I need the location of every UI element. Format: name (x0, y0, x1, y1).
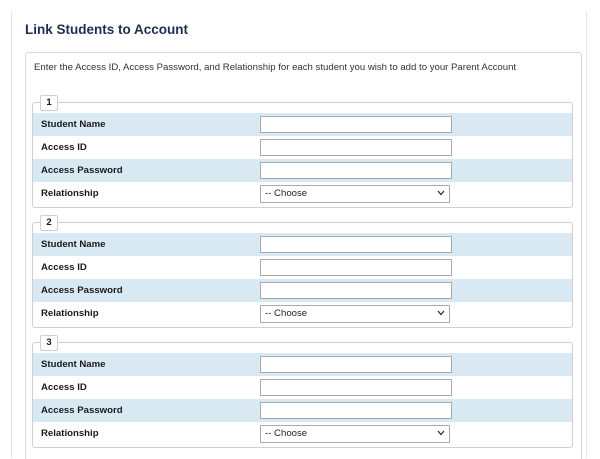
access-password-label: Access Password (41, 285, 123, 296)
relationship-select-1[interactable] (260, 185, 450, 203)
student-number-1: 1 (40, 95, 58, 111)
relationship-select-value: -- Choose (265, 308, 308, 319)
student-fieldset-1 (32, 97, 573, 208)
chevron-down-icon (437, 190, 445, 196)
relationship-select-2[interactable] (260, 305, 450, 323)
relationship-label: Relationship (41, 308, 99, 319)
access-password-input-2[interactable] (260, 282, 452, 299)
access-password-input-1[interactable] (260, 162, 452, 179)
student-name-label: Student Name (41, 119, 106, 130)
student-name-input-2[interactable] (260, 236, 452, 253)
access-password-row (33, 399, 572, 422)
relationship-select-3[interactable] (260, 425, 450, 443)
access-id-label: Access ID (41, 142, 87, 153)
student-name-row (33, 233, 572, 256)
relationship-row (33, 422, 572, 445)
link-students-panel (25, 52, 582, 459)
relationship-row (33, 302, 572, 325)
chevron-down-icon (437, 430, 445, 436)
access-id-row (33, 256, 572, 279)
access-id-row (33, 376, 572, 399)
student-name-label: Student Name (41, 239, 106, 250)
student-name-input-1[interactable] (260, 116, 452, 133)
relationship-select-value: -- Choose (265, 188, 308, 199)
student-number-2: 2 (40, 215, 58, 231)
access-password-label: Access Password (41, 165, 123, 176)
access-id-input-3[interactable] (260, 379, 452, 396)
access-id-input-1[interactable] (260, 139, 452, 156)
access-id-input-2[interactable] (260, 259, 452, 276)
student-name-input-3[interactable] (260, 356, 452, 373)
student-fieldset-2 (32, 217, 573, 328)
access-password-row (33, 279, 572, 302)
access-id-row (33, 136, 572, 159)
relationship-select-value: -- Choose (265, 428, 308, 439)
access-id-label: Access ID (41, 382, 87, 393)
relationship-row (33, 182, 572, 205)
student-name-row (33, 353, 572, 376)
student-number-3: 3 (40, 335, 58, 351)
instructions-text: Enter the Access ID, Access Password, and Relationship for each student you wish to add to your Parent Account (34, 62, 517, 73)
relationship-label: Relationship (41, 428, 99, 439)
student-name-row (33, 113, 572, 136)
chevron-down-icon (437, 310, 445, 316)
access-password-label: Access Password (41, 405, 123, 416)
page-container (11, 12, 587, 458)
access-password-row (33, 159, 572, 182)
relationship-label: Relationship (41, 188, 99, 199)
student-fieldset-3 (32, 337, 573, 448)
page-title: Link Students to Account (25, 22, 188, 37)
access-id-label: Access ID (41, 262, 87, 273)
student-name-label: Student Name (41, 359, 106, 370)
access-password-input-3[interactable] (260, 402, 452, 419)
